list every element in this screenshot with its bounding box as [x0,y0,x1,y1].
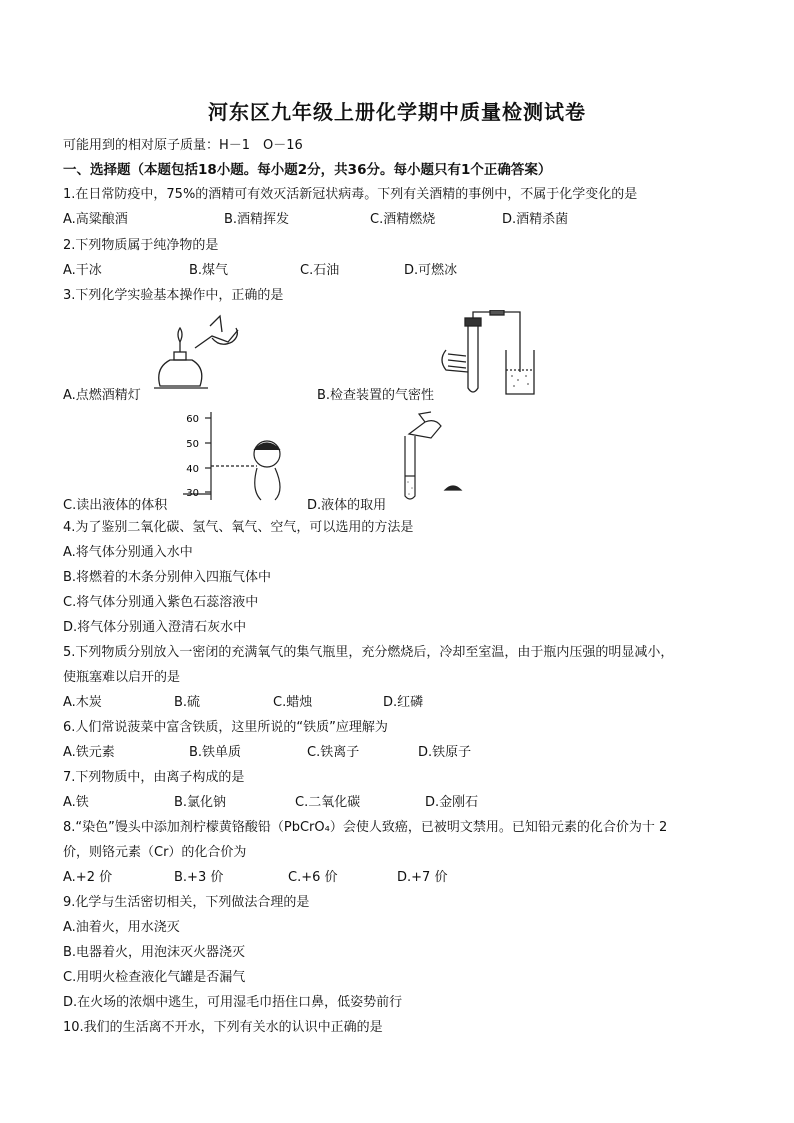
question-1-option-a: A.高粱酿酒 [63,212,128,227]
question-2-option-c: C.石油 [300,263,340,278]
scale-label-30: 30 [186,488,199,499]
question-7-stem: 7.下列物质中，由离子构成的是 [63,770,245,785]
question-8-option-d: D.+7 价 [397,870,448,885]
scale-label-40: 40 [186,464,199,475]
question-10-stem: 10.我们的生活离不开水，下列有关水的认识中正确的是 [63,1020,383,1035]
question-8-stem-line1: 8.“染色”馒头中添加剂柠檬黄铬酸铅（PbCrO₄）会使人致癌，已被明文禁用。已知铅元素的化合价为十 2 [63,820,668,835]
question-5-stem-line1: 5.下列物质分别放入一密闭的充满氧气的集气瓶里，充分燃烧后，冷却至室温，由于瓶内压强的明显减小， [63,645,674,660]
question-9-option-d: D.在火场的浓烟中逃生，可用湿毛巾捂住口鼻，低姿势前行 [63,995,403,1010]
question-2-option-a: A.干冰 [63,263,102,278]
question-6-option-c: C.铁离子 [307,745,360,760]
question-4-option-c: C.将气体分别通入紫色石蕊溶液中 [63,595,259,610]
question-1-option-c: C.酒精燃烧 [370,212,436,227]
question-4-option-b: B.将燃着的木条分别伸入四瓶气体中 [63,570,272,585]
question-5-stem-line2: 使瓶塞难以启开的是 [63,670,181,685]
question-7-option-d: D.金刚石 [425,795,479,810]
question-6-option-b: B.铁单质 [189,745,242,760]
question-6-option-d: D.铁原子 [418,745,472,760]
question-5-option-b: B.硫 [174,695,201,710]
question-4-option-a: A.将气体分别通入水中 [63,545,193,560]
read-volume-figure [175,410,300,502]
question-5-option-c: C.蜡烛 [273,695,313,710]
question-4-stem: 4.为了鉴别二氧化碳、氢气、氧气、空气，可以选用的方法是 [63,520,414,535]
question-8-option-a: A.+2 价 [63,870,113,885]
question-3-stem: 3.下列化学实验基本操作中，正确的是 [63,288,284,303]
question-8-stem-line2: 价，则铬元素（Cr）的化合价为 [63,845,247,860]
question-2-option-d: D.可燃冰 [404,263,458,278]
question-1-option-d: D.酒精杀菌 [502,212,569,227]
question-3-option-b: B.检查装置的气密性 [317,388,435,403]
question-4-option-d: D.将气体分别通入澄清石灰水中 [63,620,247,635]
question-9-stem: 9.化学与生活密切相关，下列做法合理的是 [63,895,310,910]
question-2-option-b: B.煤气 [189,263,229,278]
scale-label-60: 60 [186,414,199,425]
question-7-option-a: A.铁 [63,795,89,810]
question-9-option-c: C.用明火检查液化气罐是否漏气 [63,970,246,985]
question-5-option-a: A.木炭 [63,695,102,710]
question-5-option-d: D.红磷 [383,695,424,710]
question-2-stem: 2.下列物质属于纯净物的是 [63,238,219,253]
question-1-stem: 1.在日常防疫中，75%的酒精可有效灭活新冠状病毒。下列有关酒精的事例中，不属于化学变化的是 [63,187,638,202]
question-7-option-c: C.二氧化碳 [295,795,361,810]
question-6-option-a: A.铁元素 [63,745,115,760]
scale-label-50: 50 [186,439,199,450]
pour-liquid-figure [395,410,470,502]
question-6-stem: 6.人们常说菠菜中富含铁质，这里所说的“铁质”应理解为 [63,720,388,735]
question-8-option-b: B.+3 价 [174,870,224,885]
question-7-option-b: B.氯化钠 [174,795,227,810]
question-3-option-c: C.读出液体的体积 [63,498,168,513]
question-9-option-a: A.油着火，用水浇灭 [63,920,180,935]
question-1-option-b: B.酒精挥发 [224,212,290,227]
question-9-option-b: B.电器着火，用泡沫灭火器浇灭 [63,945,246,960]
atomic-mass-note: 可能用到的相对原子质量：H－1 O－16 [63,138,303,153]
airtightness-check-figure [438,310,538,400]
section-heading: 一、选择题（本题包括18小题。每小题2分，共36分。每小题只有1个正确答案） [63,162,552,178]
question-3-option-d: D.液体的取用 [307,498,387,513]
question-8-option-c: C.+6 价 [288,870,338,885]
question-3-option-a: A.点燃酒精灯 [63,388,141,403]
alcohol-lamp-figure [150,308,245,396]
page-title: 河东区九年级上册化学期中质量检测试卷 [208,100,586,124]
